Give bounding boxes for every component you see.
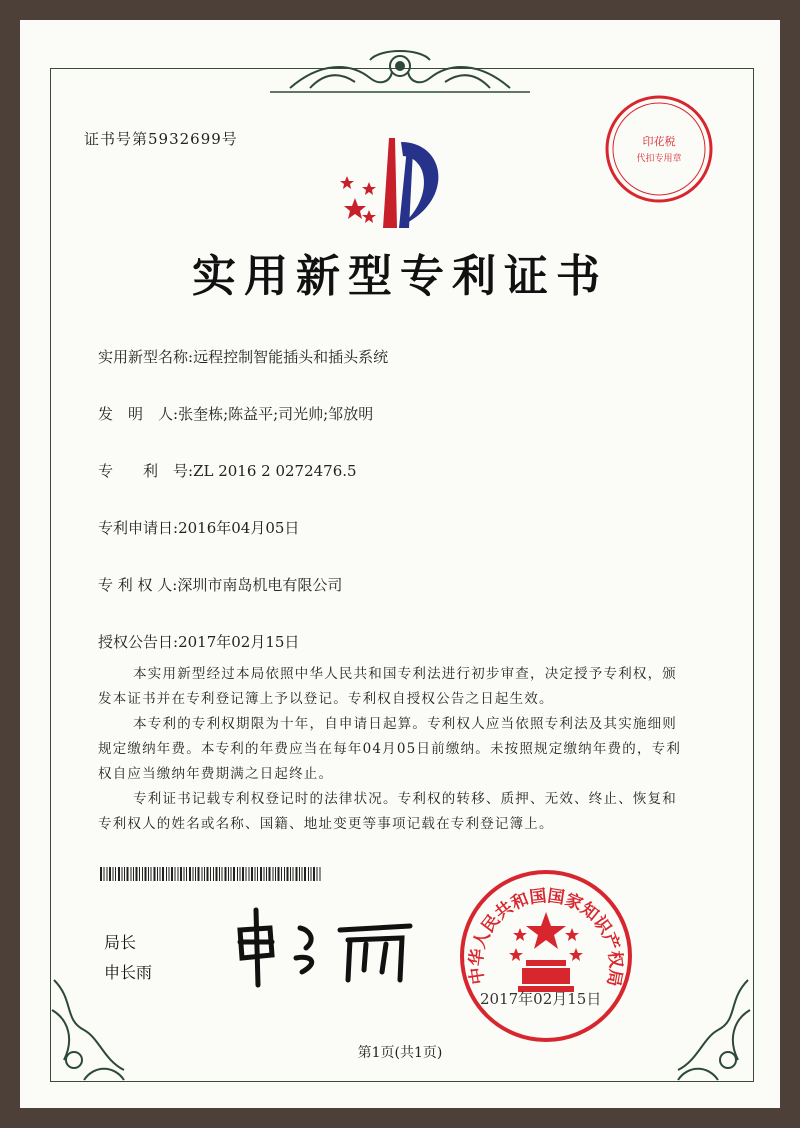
barcode-bar bbox=[222, 867, 223, 881]
certificate-number: 证书号第5932699号 bbox=[84, 130, 238, 148]
barcode-bar bbox=[302, 867, 303, 881]
seal-date: 2017年02月15日 bbox=[480, 990, 602, 1008]
barcode-bar bbox=[225, 867, 227, 881]
barcode-bar bbox=[107, 867, 108, 881]
utility-model-name-value: 远程控制智能插头和插头系统 bbox=[193, 348, 389, 366]
barcode-bar bbox=[122, 867, 123, 881]
barcode-bar bbox=[178, 867, 179, 881]
patentee-row bbox=[98, 574, 342, 595]
top-ornament bbox=[270, 42, 530, 98]
barcode-bar bbox=[287, 867, 289, 881]
barcode-bar bbox=[231, 867, 232, 881]
barcode-bar bbox=[257, 867, 258, 881]
stamp-duty-seal bbox=[603, 93, 715, 205]
barcode-bar bbox=[228, 867, 229, 881]
inventor-label: 发 明 人: bbox=[98, 405, 179, 423]
barcode-bar bbox=[246, 867, 247, 881]
seal-text: 中华人民共和国国家知识产权局 bbox=[466, 886, 626, 988]
barcode-bar bbox=[118, 867, 120, 881]
barcode-bar bbox=[317, 867, 318, 881]
barcode-bar bbox=[175, 867, 176, 881]
barcode-bar bbox=[133, 867, 134, 881]
barcode-bar bbox=[148, 867, 149, 881]
inventor-row bbox=[98, 403, 373, 424]
patent-number-label: 专 利 号: bbox=[98, 462, 194, 480]
grant-date-value: 2017年02月15日 bbox=[178, 633, 300, 651]
barcode-bar bbox=[269, 867, 271, 881]
barcode-bar bbox=[166, 867, 167, 881]
grant-date-label: 授权公告日: bbox=[98, 633, 179, 651]
barcode-bar bbox=[184, 867, 185, 881]
certificate-body bbox=[98, 662, 688, 837]
barcode-bar bbox=[249, 867, 250, 881]
barcode-bar bbox=[237, 867, 238, 881]
barcode-bar bbox=[308, 867, 309, 881]
barcode-bar bbox=[242, 867, 244, 881]
barcode-bar bbox=[104, 867, 105, 881]
barcode-bar bbox=[313, 867, 315, 881]
barcode-bar bbox=[273, 867, 274, 881]
barcode-bar bbox=[233, 867, 235, 881]
body-paragraph-1: 本实用新型经过本局依照中华人民共和国专利法进行初步审查，决定授予专利权，颁发本证书并在专利登记簿上予以登记。专利权自授权公告之日起生效。 bbox=[98, 666, 677, 707]
barcode-bar bbox=[113, 867, 114, 881]
barcode-bar bbox=[169, 867, 170, 881]
certificate-paper bbox=[20, 20, 780, 1108]
barcode-bar bbox=[278, 867, 280, 881]
barcode-bar bbox=[216, 867, 218, 881]
patentee-value: 深圳市南岛机电有限公司 bbox=[177, 576, 343, 594]
barcode-bar bbox=[195, 867, 196, 881]
barcode-bar bbox=[304, 867, 306, 881]
barcode-bar bbox=[255, 867, 256, 881]
barcode-bar bbox=[251, 867, 253, 881]
barcode-bar bbox=[124, 867, 125, 881]
barcode-bar bbox=[281, 867, 282, 881]
barcode-bar bbox=[186, 867, 187, 881]
barcode-bar bbox=[136, 867, 138, 881]
patent-office-logo bbox=[325, 128, 465, 238]
barcode-bar bbox=[127, 867, 129, 881]
director-signature bbox=[230, 900, 420, 990]
barcode-bar bbox=[207, 867, 209, 881]
barcode-bar bbox=[284, 867, 285, 881]
barcode-bar bbox=[100, 867, 102, 881]
barcode-bar bbox=[275, 867, 276, 881]
barcode-bar bbox=[198, 867, 200, 881]
barcode-bar bbox=[115, 867, 116, 881]
barcode-bar bbox=[157, 867, 158, 881]
barcode-bar bbox=[145, 867, 147, 881]
barcode-bar bbox=[240, 867, 241, 881]
barcode-bar bbox=[131, 867, 132, 881]
barcode-bar bbox=[142, 867, 143, 881]
barcode-bar bbox=[293, 867, 294, 881]
barcode-bar bbox=[202, 867, 203, 881]
bottom-right-ornament bbox=[668, 970, 758, 1090]
barcode-bar bbox=[139, 867, 140, 881]
barcode-bar bbox=[299, 867, 300, 881]
barcode-bar bbox=[180, 867, 182, 881]
utility-model-name-row bbox=[98, 346, 388, 367]
director-title: 局长 bbox=[104, 933, 137, 952]
patent-number-value: ZL 2016 2 0272476.5 bbox=[193, 462, 357, 480]
utility-model-name-label: 实用新型名称: bbox=[98, 348, 194, 366]
body-paragraph-3: 专利证书记载专利权登记时的法律状况。专利权的转移、质押、无效、终止、恢复和专利权人的姓名或名称、国籍、地址变更等事项记载在专利登记簿上。 bbox=[98, 791, 677, 832]
barcode bbox=[100, 867, 322, 881]
barcode-bar bbox=[162, 867, 164, 881]
inventor-value: 张奎栋;陈益平;司光帅;邹放明 bbox=[178, 405, 374, 423]
barcode-bar bbox=[264, 867, 265, 881]
barcode-bar bbox=[290, 867, 291, 881]
barcode-bar bbox=[320, 867, 321, 881]
application-date-row bbox=[98, 517, 299, 538]
svg-text:代扣专用章: 代扣专用章 bbox=[636, 154, 682, 164]
barcode-bar bbox=[109, 867, 111, 881]
barcode-bar bbox=[210, 867, 211, 881]
patent-number-row bbox=[98, 460, 357, 481]
director-name: 申长雨 bbox=[104, 963, 153, 982]
grant-date-row bbox=[98, 631, 299, 652]
barcode-bar bbox=[160, 867, 161, 881]
page-number: 第1页(共1页) bbox=[357, 1045, 443, 1061]
application-date-label: 专利申请日: bbox=[98, 519, 179, 537]
bottom-left-ornament bbox=[44, 970, 134, 1090]
barcode-bar bbox=[219, 867, 220, 881]
patentee-label: 专 利 权 人: bbox=[98, 576, 178, 594]
barcode-bar bbox=[260, 867, 262, 881]
barcode-bar bbox=[213, 867, 214, 881]
svg-text:印花税: 印花税 bbox=[642, 135, 676, 148]
barcode-bar bbox=[204, 867, 205, 881]
application-date-value: 2016年04月05日 bbox=[178, 519, 300, 537]
barcode-bar bbox=[189, 867, 191, 881]
barcode-bar bbox=[311, 867, 312, 881]
barcode-bar bbox=[266, 867, 267, 881]
certificate-title: 实用新型专利证书 bbox=[192, 251, 608, 302]
barcode-bar bbox=[151, 867, 152, 881]
barcode-bar bbox=[193, 867, 194, 881]
barcode-bar bbox=[154, 867, 156, 881]
state-ip-office-seal bbox=[458, 868, 634, 1044]
body-paragraph-2: 本专利的专利权期限为十年，自申请日起算。专利权人应当依照专利法及其实施细则规定缴纳年费。本专利的年费应当在每年04月05日前缴纳。未按照规定缴纳年费的，专利权自应当缴纳年费期满之日起终止。 bbox=[98, 716, 682, 782]
barcode-bar bbox=[296, 867, 298, 881]
barcode-bar bbox=[171, 867, 173, 881]
